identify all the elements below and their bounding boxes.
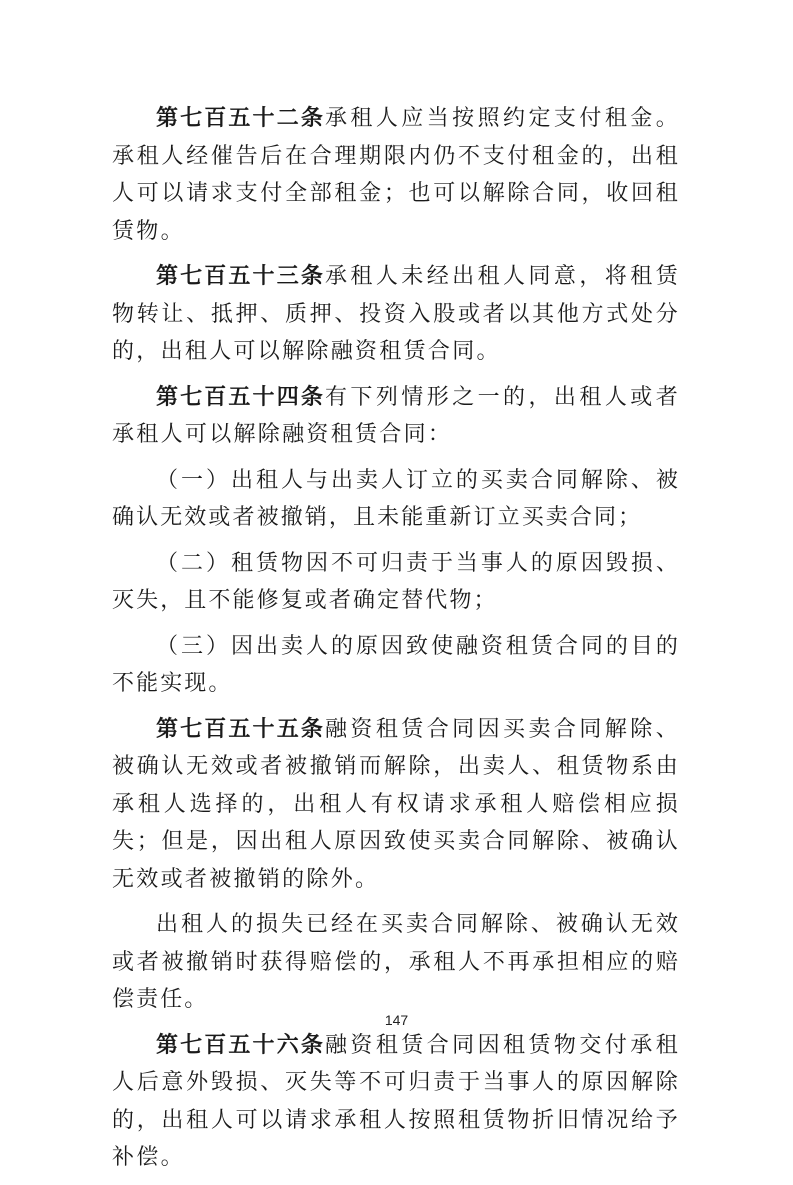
list-item: （三）因出卖人的原因致使融资租赁合同的目的不能实现。 — [112, 633, 680, 696]
list-item: （二）租赁物因不可归责于当事人的原因毁损、灭失，且不能修复或者确定替代物； — [112, 550, 680, 613]
article-text: 融资租赁合同因买卖合同解除、被确认无效或者被撤销而解除，出卖人、租赁物系由承租人选择的，出租人有权请求承租人赔偿相应损失；但是，因出租人原因致使买卖合同解除、被确认无效或者被撤销的除外。 — [112, 716, 680, 892]
article-number: 第七百五十六条 — [156, 1032, 325, 1058]
article-752 — [112, 100, 680, 250]
article-753 — [112, 258, 680, 371]
page-number: 147 — [384, 1012, 409, 1028]
article-755 — [112, 711, 680, 899]
article-756 — [112, 1027, 680, 1177]
list-item: （一）出租人与出卖人订立的买卖合同解除、被确认无效或者被撤销，且未能重新订立买卖合同； — [112, 467, 680, 530]
article-754 — [112, 379, 680, 454]
article-text: 融资租赁合同因租赁物交付承租人后意外毁损、灭失等不可归责于当事人的原因解除的，出租人可以请求承租人按照租赁物折旧情况给予补偿。 — [112, 1032, 680, 1170]
article-text: 承租人应当按照约定支付租金。承租人经催告后在合理期限内仍不支付租金的，出租人可以请求支付全部租金；也可以解除合同，收回租赁物。 — [112, 106, 680, 244]
article-number: 第七百五十二条 — [156, 106, 325, 131]
article-text: 有下列情形之一的，出租人或者承租人可以解除融资租赁合同： — [112, 384, 680, 447]
article-number: 第七百五十五条 — [156, 716, 325, 742]
article-number: 第七百五十三条 — [156, 264, 325, 289]
article-number: 第七百五十四条 — [156, 384, 325, 410]
article-text: 承租人未经出租人同意，将租赁物转让、抵押、质押、投资入股或者以其他方式处分的，出租人可以解除融资租赁合同。 — [112, 264, 680, 364]
paragraph: 出租人的损失已经在买卖合同解除、被确认无效或者被撤销时获得赔偿的，承租人不再承担相应的赔偿责任。 — [112, 912, 680, 1012]
